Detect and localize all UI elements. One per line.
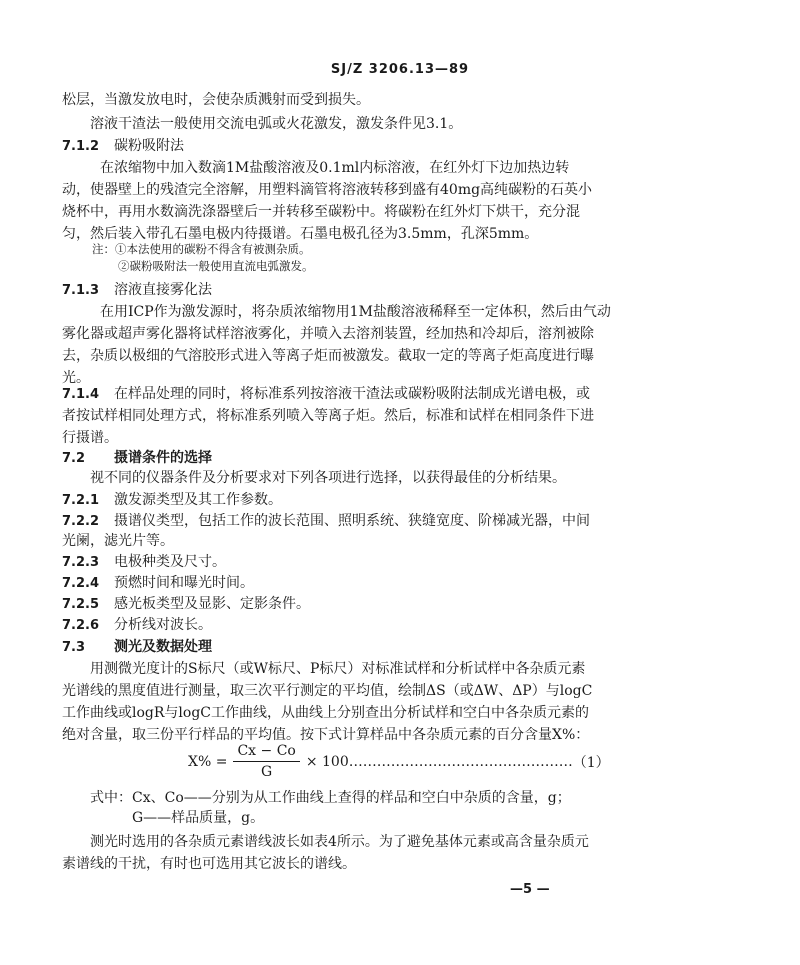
- list-item: [62, 490, 282, 511]
- list-item: [62, 573, 254, 594]
- section-paragraph: [62, 384, 590, 405]
- section-number: 7.2.6: [62, 618, 100, 633]
- text-line: 去，杂质以极细的气溶胶形式进入等离子炬而被激发。截取一定的等离子炬高度进行曝: [62, 348, 594, 364]
- section-heading: [62, 280, 212, 301]
- formula-denominator: G: [261, 764, 273, 780]
- section-number: 7.2.3: [62, 555, 100, 570]
- section-title: 分析线对波长。: [114, 617, 212, 633]
- section-number: 7.1.2: [62, 139, 100, 154]
- text-line: 溶液干渣法一般使用交流电弧或火花激发，激发条件见3.1。: [90, 116, 463, 132]
- section-title: 电极种类及尺寸。: [114, 554, 226, 570]
- formula-factor: × 100: [305, 753, 349, 770]
- text-line: 光谱线的黑度值进行测量，取三次平行测定的平均值，绘制ΔS（或ΔW、ΔP）与logC: [62, 683, 593, 699]
- where-line: G——样品质量，g。: [132, 810, 265, 826]
- formula-1: [188, 742, 610, 781]
- formula-fraction: [233, 742, 299, 781]
- formula-leader-dots: …………………………………………: [348, 753, 573, 770]
- text-line: 在样品处理的同时，将标准系列按溶液干渣法或碳粉吸附法制成光谱电极，或: [114, 386, 590, 402]
- text-line: 光。: [62, 370, 90, 386]
- text-line: 行摄谱。: [62, 430, 118, 446]
- text-line: 烧杯中，再用水数滴洗涤器壁后一并转移至碳粉中。将碳粉在红外灯下烘干，充分混: [62, 204, 580, 220]
- section-number: 7.2.5: [62, 597, 100, 612]
- section-number: 7.2.1: [62, 493, 100, 508]
- text-line: 松层，当激发放电时，会使杂质溅射而受到损失。: [62, 92, 370, 108]
- text-line: 动，使器壁上的残渣完全溶解，用塑料滴管将溶液转移到盛有40mg高纯碳粉的石英小: [62, 182, 593, 198]
- text-line: 在用ICP作为激发源时，将杂质浓缩物用1M盐酸溶液稀释至一定体积，然后由气动: [100, 304, 611, 320]
- section-title: 激发源类型及其工作参数。: [114, 492, 282, 508]
- text-line: 用测微光度计的S标尺（或W标尺、P标尺）对标准试样和分析试样中各杂质元素: [90, 661, 586, 677]
- section-heading: [62, 448, 212, 469]
- section-heading: [62, 637, 212, 658]
- text-line: 工作曲线或logR与logC工作曲线，从曲线上分别查出分析试样和空白中各杂质元素的: [62, 705, 589, 721]
- text-line: 者按试样相同处理方式，将标准系列喷入等离子炬。然后，标准和试样在相同条件下进: [62, 408, 594, 424]
- page-number: —5 —: [510, 882, 550, 897]
- section-title: 碳粉吸附法: [114, 138, 184, 154]
- text-line: 匀，然后装入带孔石墨电极内待摄谱。石墨电极孔径为3.5mm，孔深5mm。: [62, 226, 539, 242]
- section-number: 7.2.4: [62, 576, 100, 591]
- formula-equation-number: （1）: [572, 754, 610, 771]
- text-line: 素谱线的干扰，有时也可选用其它波长的谱线。: [62, 856, 356, 872]
- standard-code-header: SJ/Z 3206.13—89: [330, 62, 470, 77]
- list-item: [62, 594, 310, 615]
- text-line: 在浓缩物中加入数滴1M盐酸溶液及0.1ml内标溶液，在红外灯下边加热边转: [100, 160, 570, 176]
- note-label: 注：: [92, 242, 115, 256]
- list-item: [62, 552, 226, 573]
- section-title: 预燃时间和曝光时间。: [114, 575, 254, 591]
- note-text: ①本法使用的碳粉不得含有被测杂质。: [115, 242, 311, 256]
- text-line: 光阑，滤光片等。: [62, 533, 174, 549]
- formula-lhs: X% =: [188, 753, 228, 770]
- text-line: 绝对含量，取三份平行样品的平均值。按下式计算样品中各杂质元素的百分含量X%：: [62, 727, 590, 743]
- section-heading: [62, 136, 184, 157]
- list-item: [62, 615, 212, 636]
- where-line: 式中：Cx、Co——分别为从工作曲线上查得的样品和空白中杂质的含量，g；: [90, 790, 571, 806]
- text-line: 测光时选用的各杂质元素谱线波长如表4所示。为了避免基体元素或高含量杂质元: [90, 834, 589, 850]
- section-number: 7.2: [62, 451, 86, 466]
- section-title: 溶液直接雾化法: [114, 282, 212, 298]
- text-line: 雾化器或超声雾化器将试样溶液雾化，并喷入去溶剂装置，经加热和冷却后，溶剂被除: [62, 326, 594, 342]
- section-title: 摄谱条件的选择: [114, 450, 212, 466]
- section-title: 测光及数据处理: [114, 639, 212, 655]
- section-title: 摄谱仪类型，包括工作的波长范围、照明系统、狭缝宽度、阶梯减光器，中间: [114, 513, 590, 529]
- text-line: 视不同的仪器条件及分析要求对下列各项进行选择，以获得最佳的分析结果。: [90, 470, 566, 486]
- section-title: 感光板类型及显影、定影条件。: [114, 596, 310, 612]
- note-line: ②碳粉吸附法一般使用直流电弧激发。: [118, 259, 314, 273]
- section-number: 7.2.2: [62, 514, 100, 529]
- section-number: 7.3: [62, 640, 86, 655]
- list-item: [62, 511, 590, 532]
- section-number: 7.1.3: [62, 283, 100, 298]
- section-number: 7.1.4: [62, 387, 100, 402]
- formula-numerator: Cx − Co: [233, 742, 299, 762]
